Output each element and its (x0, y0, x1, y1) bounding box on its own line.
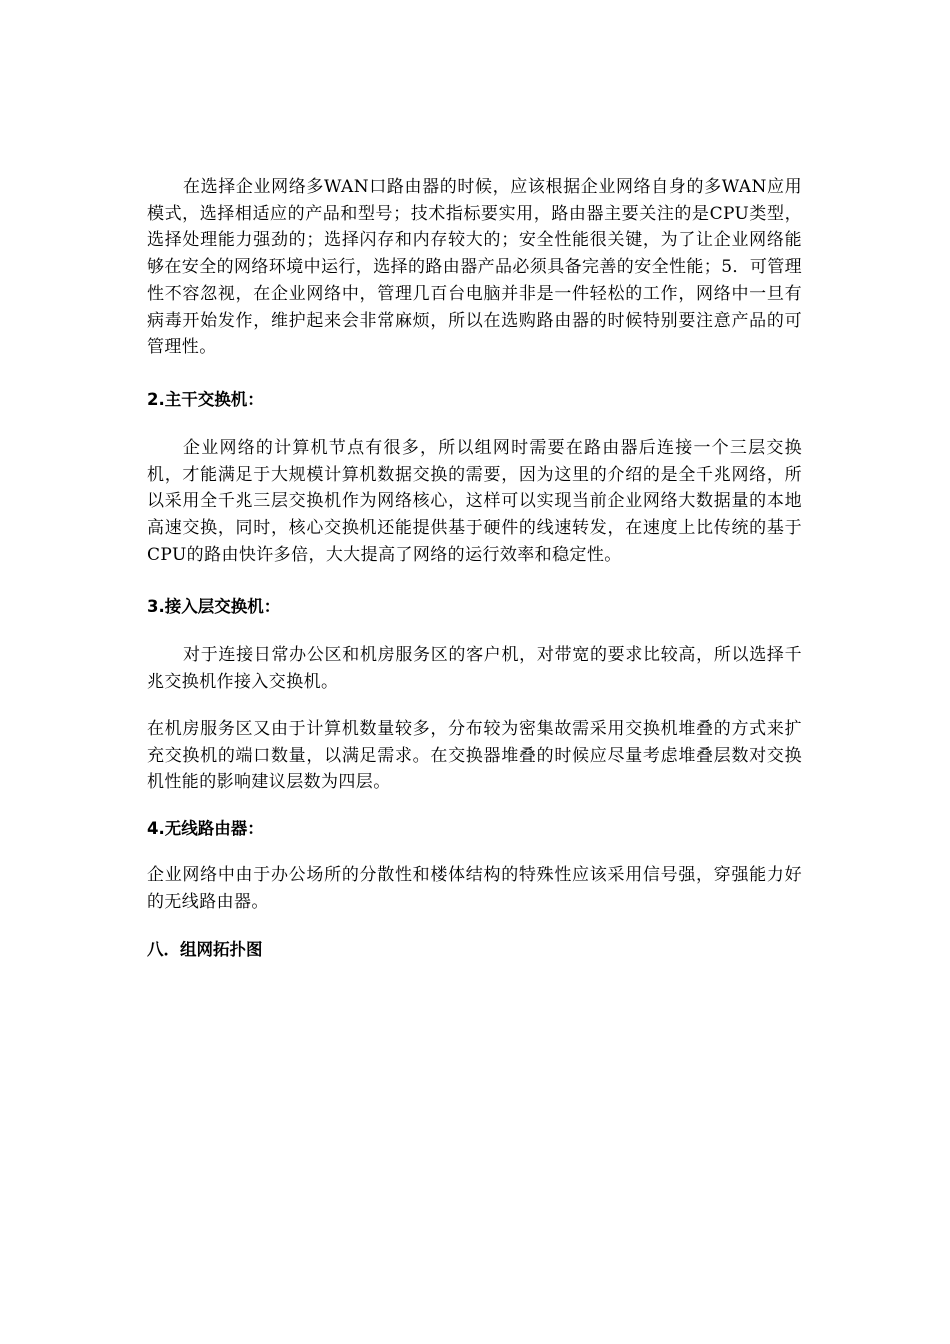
spacer (147, 915, 802, 937)
wireless-router-paragraph: 企业网络中由于办公场所的分散性和楼体结构的特殊性应该采用信号强，穿强能力好的无线路由器。 (147, 864, 802, 912)
core-switch-paragraph: 企业网络的计算机节点有很多，所以组网时需要在路由器后连接一个三层交换机，才能满足于大规模计算机数据交换的需要，因为这里的介绍的是全千兆网络，所以采用全千兆三层交换机作为网络核心，这样可以实现当前企业网络大数据量的本地高速交换，同时，核心交换机还能提供基于硬件的线速转发，在速度上比传统的基于CPU的路由快许多倍，大大提高了网络的运行效率和稳定性。 (147, 437, 802, 565)
spacer (147, 796, 802, 816)
document-page (147, 174, 802, 963)
access-switch-heading: 3.接入层交换机： (147, 597, 281, 617)
spacer (147, 620, 802, 642)
spacer (147, 696, 802, 716)
spacer (147, 568, 802, 594)
spacer (147, 413, 802, 435)
access-switch-paragraph-1: 对于连接日常办公区和机房服务区的客户机，对带宽的要求比较高，所以选择千兆交换机作接入交换机。 (147, 645, 802, 693)
wireless-router-heading: 4.无线路由器： (147, 818, 264, 838)
spacer (147, 361, 802, 387)
access-switch-paragraph-2: 在机房服务区又由于计算机数量较多，分布较为密集故需采用交换机堆叠的方式来扩充交换机的端口数量，以满足需求。在交换器堆叠的时候应尽量考虑堆叠层数对交换机性能的影响建议层数为四层。 (147, 718, 802, 793)
spacer (147, 842, 802, 862)
intro-paragraph: 在选择企业网络多WAN口路由器的时候，应该根据企业网络自身的多WAN应用模式，选择相适应的产品和型号；技术指标要实用，路由器主要关注的是CPU类型，选择处理能力强劲的；选择闪存和内存较大的；安全性能很关键，为了让企业网络能够在安全的网络环境中运行，选择的路由器产品必须具备完善的安全性能；5．可管理性不容忽视，在企业网络中，管理几百台电脑并非是一件轻松的工作，网络中一旦有病毒开始发作，维护起来会非常麻烦，所以在选购路由器的时候特别要注意产品的可管理性。 (147, 177, 803, 358)
topology-heading: 八．组网拓扑图 (147, 940, 263, 960)
core-switch-heading: 2.主干交换机： (147, 389, 264, 409)
